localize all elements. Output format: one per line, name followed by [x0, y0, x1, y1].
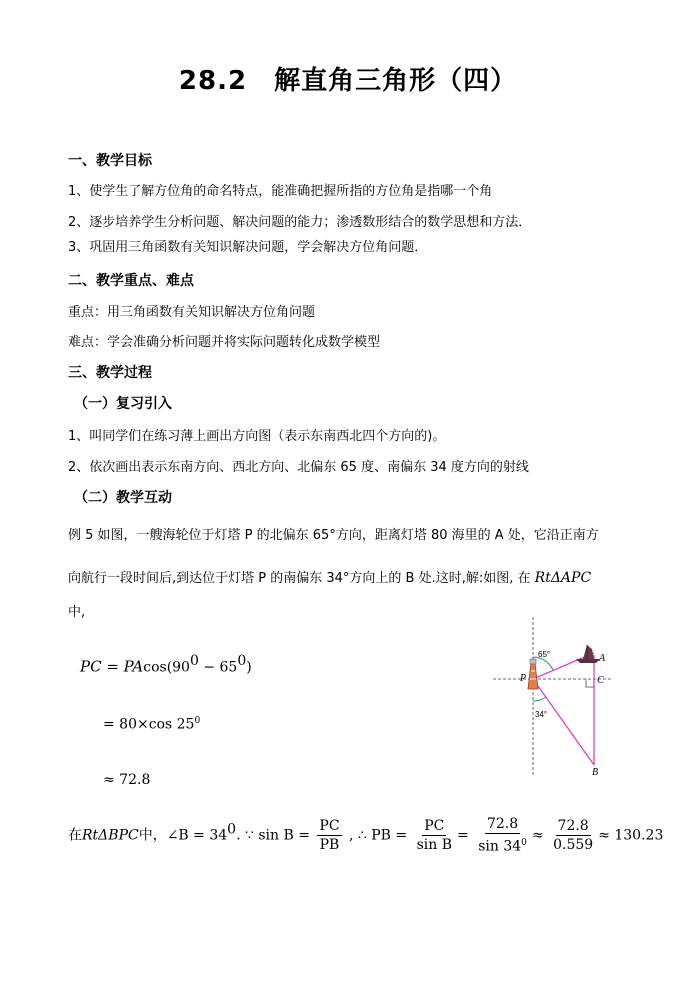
goal-item: 3、巩固用三角函数有关知识解决问题，学会解决方位角问题． [68, 240, 428, 255]
label-p: P [520, 673, 527, 684]
equation-line3: ≈ 72.8 [103, 772, 151, 788]
label-b: B [592, 767, 599, 778]
bearing-diagram [488, 615, 618, 780]
example-text-line2: 向航行一段时间后,到达位于灯塔 P 的南偏东 34°方向上的 B 处.这时,解:如图, 在 RtΔAPC [68, 570, 592, 586]
keypoint-item: 难点：学会准确分析问题并将实际问题转化成数学模型 [68, 335, 381, 350]
equation-line2: = 80×cos $25^0$ [103, 716, 201, 733]
goal-item: 2、逐步培养学生分析问题、解决问题的能力；渗透数形结合的数学思想和方法． [68, 215, 532, 230]
subsection-heading-interaction: （二）教学互动 [74, 490, 172, 506]
label-c: C [597, 675, 604, 686]
subsection-heading-review: （一）复习引入 [74, 396, 172, 412]
frac-pc: PC [319, 817, 340, 834]
section-heading-keypoints: 二、教学重点、难点 [68, 273, 194, 289]
label-angle-34: 34° [535, 710, 548, 719]
triangle-apc: RtΔAPC [534, 570, 592, 586]
review-item: 1、叫同学们在练习薄上画出方向图（表示东南西北四个方向的)。 [68, 429, 446, 444]
equation-pc: PC = $PAcos(90^0 - 65^0)$ [80, 653, 252, 676]
frac-pb: PB [319, 836, 340, 853]
ship-icon [576, 645, 600, 663]
keypoint-item: 重点：用三角函数有关知识解决方位角问题 [68, 305, 316, 320]
example-text-line1: 例 5 如图，一艘海轮位于灯塔 P 的北偏东 65°方向，距离灯塔 80 海里的 A 处，它沿正南方 [68, 528, 599, 543]
right-angle-marker [586, 679, 594, 687]
section-heading-process: 三、教学过程 [68, 365, 152, 381]
label-a: A [599, 653, 606, 664]
segment-pb [533, 679, 594, 765]
section-heading-goals: 一、教学目标 [68, 153, 152, 169]
goal-item: 1、使学生了解方位角的命名特点，能准确把握所指的方位角是指哪一个角 [68, 184, 493, 199]
label-angle-65: 65° [538, 650, 551, 659]
page-title: 28.2 解直角三角形（四） [178, 66, 518, 96]
angle-34-arc [533, 697, 546, 701]
equation-final: 在RtΔBPC中，∠B = $34^0$. ∵ sin B = $\frac{PC}{PB}$ , ∴ PB = $\frac{PC}{\text{sin B}}$ = $\frac{72.8}{\sin 34^0}$ ≈ $\frac{72.8}{0.559}$ ≈ 130.23 [68, 816, 664, 855]
lighthouse-icon [528, 659, 538, 689]
review-item: 2、依次画出表示东南方向、西北方向、北偏东 65 度、南偏东 34 度方向的射线 [68, 460, 529, 475]
example-text-line3: 中, [68, 605, 86, 620]
